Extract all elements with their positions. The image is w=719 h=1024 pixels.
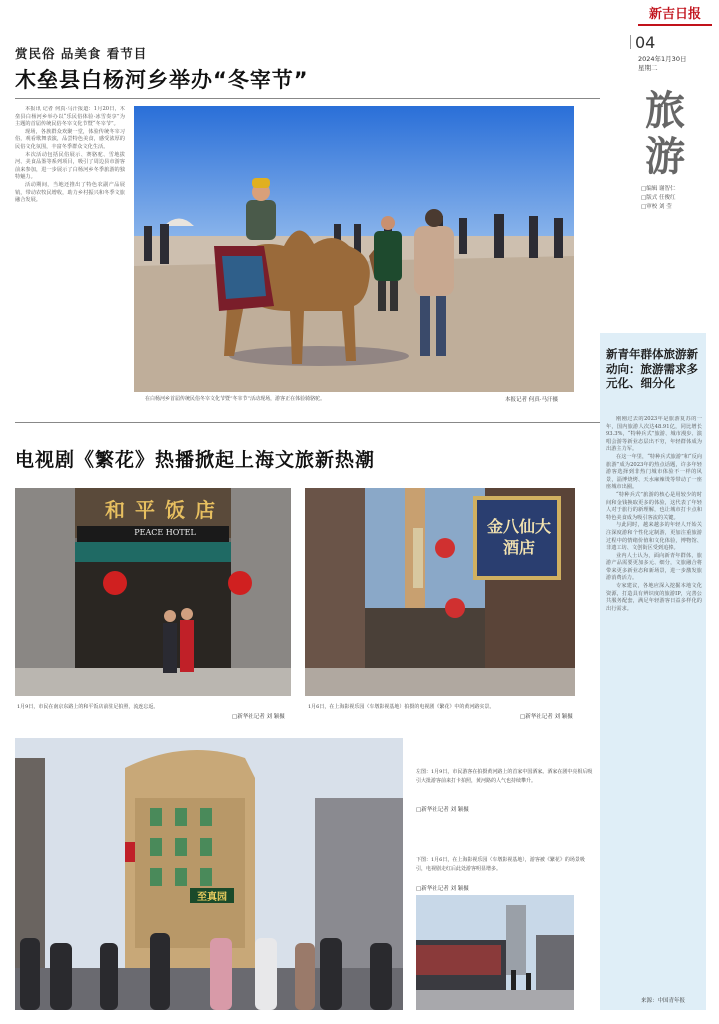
page-number: 04: [630, 33, 710, 52]
article1-body: 本报讯 记者 何真·马汗报道：1月20日，木垒县白杨河乡举办以“乐民俗体验·冰雪奏享”为主题的首届传统民俗冬宰文化节暨“冬宰节”。 现场，各族群众欢聚一堂，体验传统冬宰习俗，观看歌舞表演，品尝特色美食，感受浓厚的民俗文化氛围，丰富冬季群众文化生活。 本次活动包括民俗展示、赛骆驼、雪地拔河、美食品鉴等系列项目，吸引了周边县市游客前来参加，进一步展示了白杨河乡冬季旅游的独特魅力。 活动期间，当地还推出了特色农副产品展销，带动农牧民增收，助力乡村振兴和冬季文旅融合发展。: [15, 106, 125, 204]
sidebar-body: 刚刚过去的2023年是旅游复苏的一年，国内旅游人次达48.91亿，同比增长93.3%，“特种兵式”旅游、城市漫步、演唱会游等新业态层出不穷，年轻群体成为出游主力军。 在这一年里，“特种兵式旅游”和“反向旅游”成为2023年的热点话题，许多年轻游客选择到非热门城市体验不一样的风景，淄博烧烤、天水麻辣烫等带动了一座座城市出圈。 “特种兵式”旅游的核心是用较少的时间和金钱换取更多的体验，这代表了年轻人对于旅行的新理解，也让城市打卡点和特色美食成为吸引客流的关键。 与此同时，越来越多的年轻人开始关注深度游和个性化定制游，更加注重旅游过程中的情绪价值和文化体验，博物馆、非遗工坊、文创街区受到追捧。 业内人士认为，面向新青年群体，旅游产品需要更加多元、细分，文旅融合将带来更多新业态和新场景，进一步激发旅游消费活力。 专家建议，各地应深入挖掘本地文化资源，打造具有辨识度的旅游IP，完善公共服务配套，满足年轻游客日益多样化的出行需求。: [606, 416, 702, 612]
layout-credit: □版式 任俊红: [641, 195, 676, 201]
jinbaxian-sign: 金八仙大酒店: [486, 517, 551, 557]
section-title-char-1: 旅: [645, 87, 685, 134]
camel-photo: [134, 106, 574, 392]
huanghe-road-photo: [305, 488, 575, 696]
masthead-logo: 新吉日报: [638, 6, 712, 26]
hotel-sign: 和平饭店: [105, 498, 225, 522]
photo1-caption: 1月9日，市民在南京东路上的和平饭店前驻足拍照，流连忘返。: [17, 704, 159, 710]
publication-date: 2024年1月30日: [638, 55, 687, 63]
photo4-caption: 下图：1月6日，在上海影视乐园（车墩影视基地），游客被《繁花》的场景吸引，电视剧走红后此处游客明显增多。: [416, 857, 585, 872]
sidebar-source: 来源：中国青年报: [641, 998, 686, 1004]
editor-credit: □编辑 谢智仁: [641, 186, 676, 192]
film-base-photo: [416, 895, 574, 1010]
divider: [15, 98, 600, 99]
photo2-byline: □新华社记者 刘 颖摄: [520, 714, 573, 720]
photo1-byline: □新华社记者 刘 颖摄: [232, 714, 285, 720]
hotel-sign-english: PEACE HOTEL: [134, 528, 196, 537]
peace-hotel-photo: [15, 488, 291, 696]
photo4-byline: □新华社记者 刘 颖摄: [416, 886, 469, 892]
proofreader-credit: □审校 刘 莹: [641, 204, 672, 210]
section-title-char-2: 游: [645, 133, 685, 180]
publication-weekday: 星期二: [638, 64, 658, 72]
editor-credits: [641, 185, 675, 212]
sidebar-headline: 新青年群体旅游新动向：旅游需求多元化、细分化: [606, 347, 698, 390]
zhizhenyuan-photo: [15, 738, 403, 1010]
article1-headline: 木垒县白杨河乡举办“冬宰节”: [15, 68, 309, 92]
zhizhenyuan-sign: 至真园: [190, 888, 234, 903]
article1-photo-byline: 本报记者 何真·马汗摄: [505, 397, 558, 403]
photo3-caption: 左图：1月9日，市民游客在拍摄黄河路上的首家中国酒家。酒家在剧中亮相后吸引大批游客前来打卡拍照，黄河路的人气也持续攀升。: [416, 769, 593, 784]
article1-caption: 在白杨河乡首届传统民俗冬宰文化节暨“冬宰节”活动现场，游客正在体验骑骆驼。: [145, 396, 326, 402]
photo2-caption: 1月6日，在上海影视乐园（车墩影视基地）拍摄的电视剧《繁花》中的黄河路实景。: [308, 704, 495, 710]
article2-headline: 电视剧《繁花》热播掀起上海文旅新热潮: [15, 449, 376, 471]
divider: [15, 422, 600, 423]
photo3-byline: □新华社记者 刘 颖摄: [416, 807, 469, 813]
article1-kicker: 赏民俗 品美食 看节目: [15, 46, 148, 61]
dateline: [638, 55, 686, 73]
